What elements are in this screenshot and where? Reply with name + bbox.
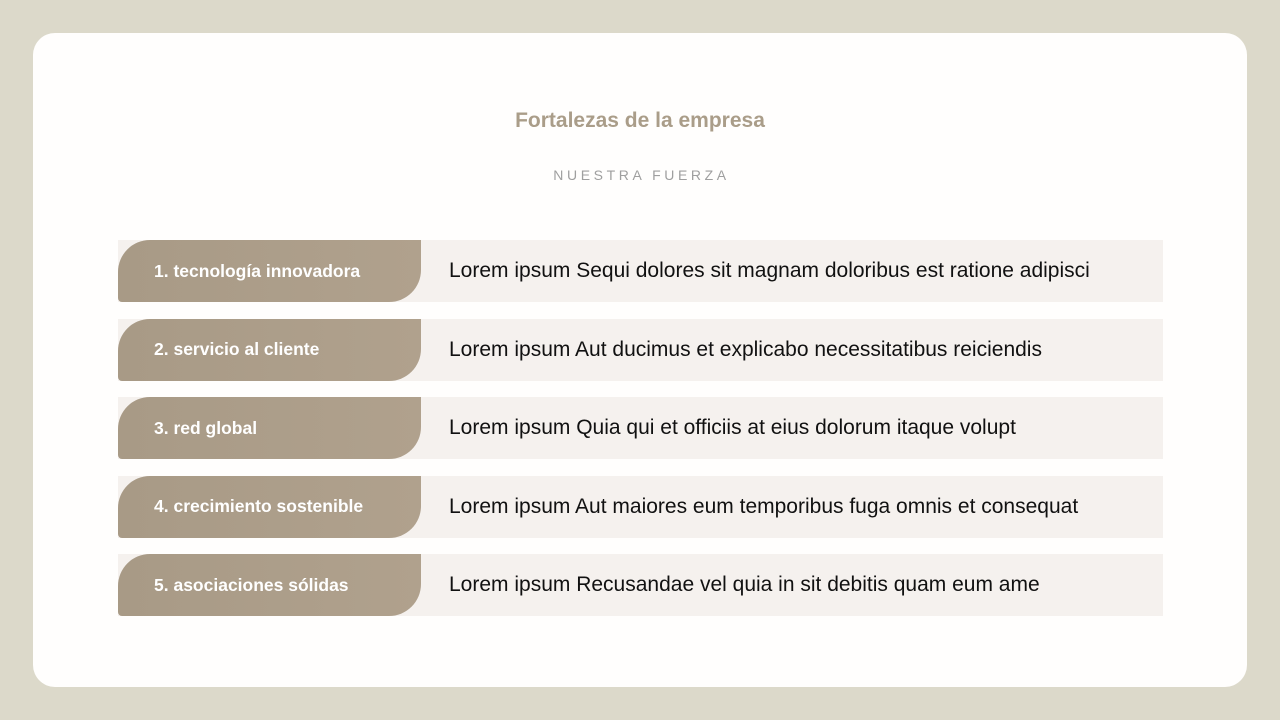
- strength-label: 1. tecnología innovadora: [118, 240, 421, 302]
- slide-title: Fortalezas de la empresa: [515, 109, 765, 132]
- strength-description: Lorem ipsum Quia qui et officiis at eius dolorum itaque volupt: [449, 416, 1016, 439]
- strength-row: [118, 240, 1163, 302]
- strength-description: Lorem ipsum Sequi dolores sit magnam doloribus est ratione adipisci: [449, 259, 1090, 282]
- strength-row: [118, 319, 1163, 381]
- strength-description: Lorem ipsum Aut maiores eum temporibus fuga omnis et consequat: [449, 494, 1079, 518]
- strength-label: 3. red global: [118, 397, 421, 459]
- slide-subtitle: NUESTRA FUERZA: [553, 167, 730, 183]
- strength-label: 4. crecimiento sostenible: [118, 476, 421, 538]
- strengths-list: [118, 240, 1163, 633]
- strength-label: 5. asociaciones sólidas: [118, 554, 421, 616]
- strength-description: Lorem ipsum Aut ducimus et explicabo necessitatibus reiciendis: [449, 337, 1042, 361]
- strength-row: [118, 397, 1163, 459]
- strength-label: 2. servicio al cliente: [118, 319, 421, 381]
- strength-description: Lorem ipsum Recusandae vel quia in sit debitis quam eum ame: [449, 573, 1040, 596]
- strength-row: [118, 554, 1163, 616]
- strength-row: [118, 476, 1163, 538]
